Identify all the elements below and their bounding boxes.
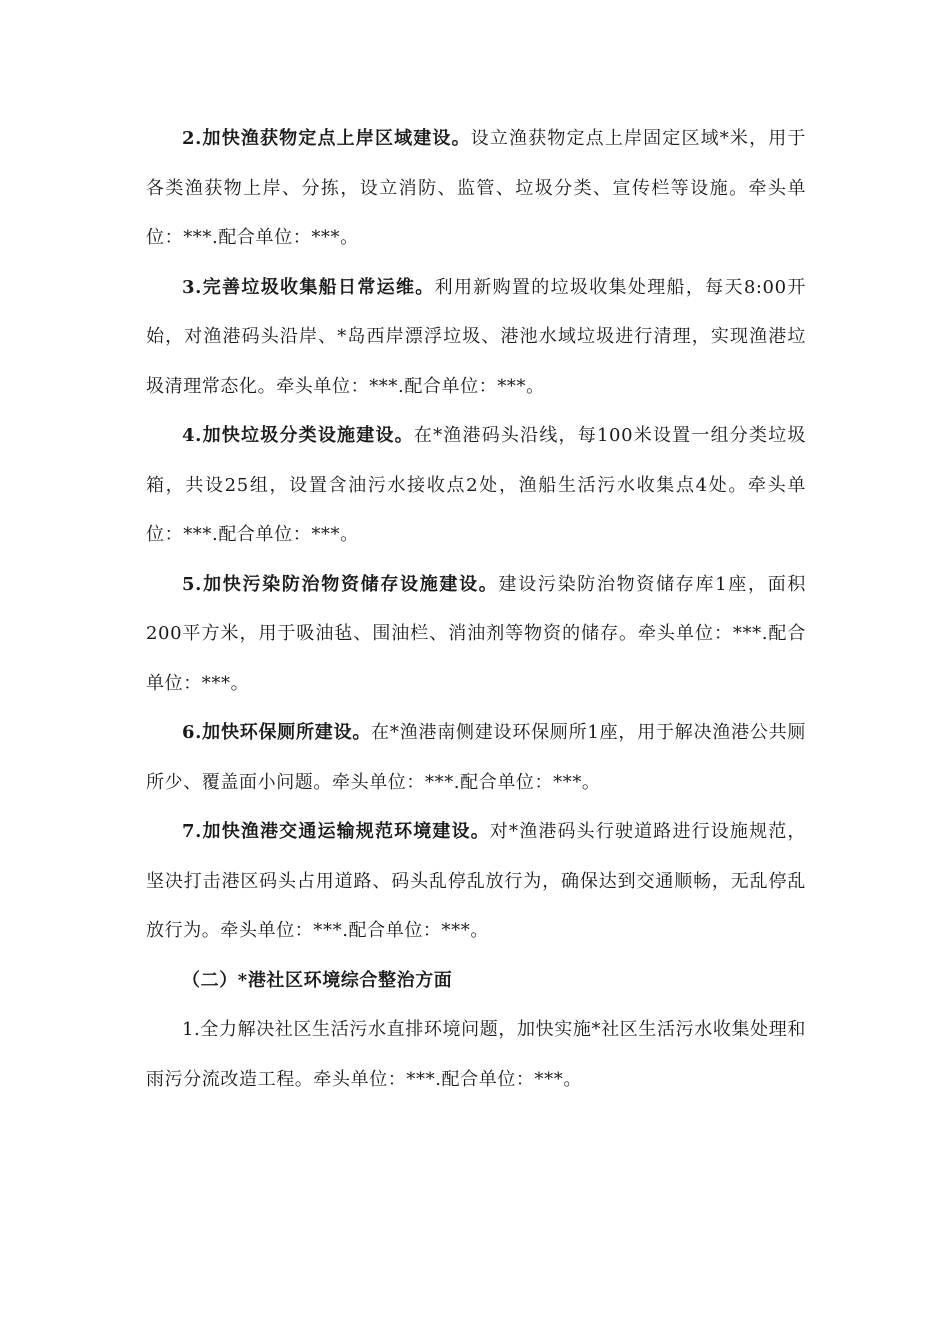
paragraph-item-5 bbox=[146, 560, 806, 709]
paragraph-item-7 bbox=[146, 807, 806, 956]
paragraph-lead: 6.加快环保厕所建设。 bbox=[182, 722, 372, 743]
paragraph-lead: 4.加快垃圾分类设施建设。 bbox=[182, 425, 414, 446]
paragraph-text: 对*渔港码头行驶道路进行设施规范，坚决打击港区码头占用道路、码头乱停乱放行为，确保达到交通顺畅，无乱停乱放行为。牵头单位：***.配合单位：***。 bbox=[146, 821, 806, 941]
section-heading: （二）*港社区环境综合整治方面 bbox=[182, 969, 453, 991]
paragraph-text: 利用新购置的垃圾收集处理船，每天8:00开始，对渔港码头沿岸、*岛西岸漂浮垃圾、港池水域垃圾进行清理，实现渔港垃圾清理常态化。牵头单位：***.配合单位：***。 bbox=[146, 276, 806, 397]
paragraph-item-3 bbox=[146, 263, 806, 412]
paragraph-text: 在*渔港码头沿线，每100米设置一组分类垃圾箱，共设25组，设置含油污水接收点2处，渔船生活污水收集点4处。牵头单位：***.配合单位：***。 bbox=[146, 425, 806, 545]
paragraph-text: 建设污染防治物资储存库1座，面积200平方米，用于吸油毡、围油栏、消油剂等物资的储存。牵头单位：***.配合单位：***。 bbox=[146, 573, 806, 694]
paragraph-item-2 bbox=[146, 114, 806, 263]
paragraph-lead: 2.加快渔获物定点上岸区域建设。 bbox=[182, 128, 471, 149]
paragraph-lead: 7.加快渔港交通运输规范环境建设。 bbox=[182, 821, 490, 842]
document-body bbox=[146, 114, 806, 1104]
paragraph-lead: 3.完善垃圾收集船日常运维。 bbox=[182, 276, 435, 298]
paragraph-text: 设立渔获物定点上岸固定区域*米，用于各类渔获物上岸、分拣，设立消防、监管、垃圾分类、宣传栏等设施。牵头单位：***.配合单位：***。 bbox=[146, 128, 806, 248]
paragraph-lead: 5.加快污染防治物资储存设施建设。 bbox=[182, 573, 499, 595]
paragraph-text: 在*渔港南侧建设环保厕所1座，用于解决渔港公共厕所少、覆盖面小问题。牵头单位：***.配合单位：***。 bbox=[146, 722, 806, 793]
section-paragraph-1: 1.全力解决社区生活污水直排环境问题，加快实施*社区生活污水收集处理和雨污分流改造工程。牵头单位：***.配合单位：***。 bbox=[146, 1019, 806, 1090]
paragraph-item-6 bbox=[146, 708, 806, 807]
paragraph-item-4 bbox=[146, 411, 806, 560]
